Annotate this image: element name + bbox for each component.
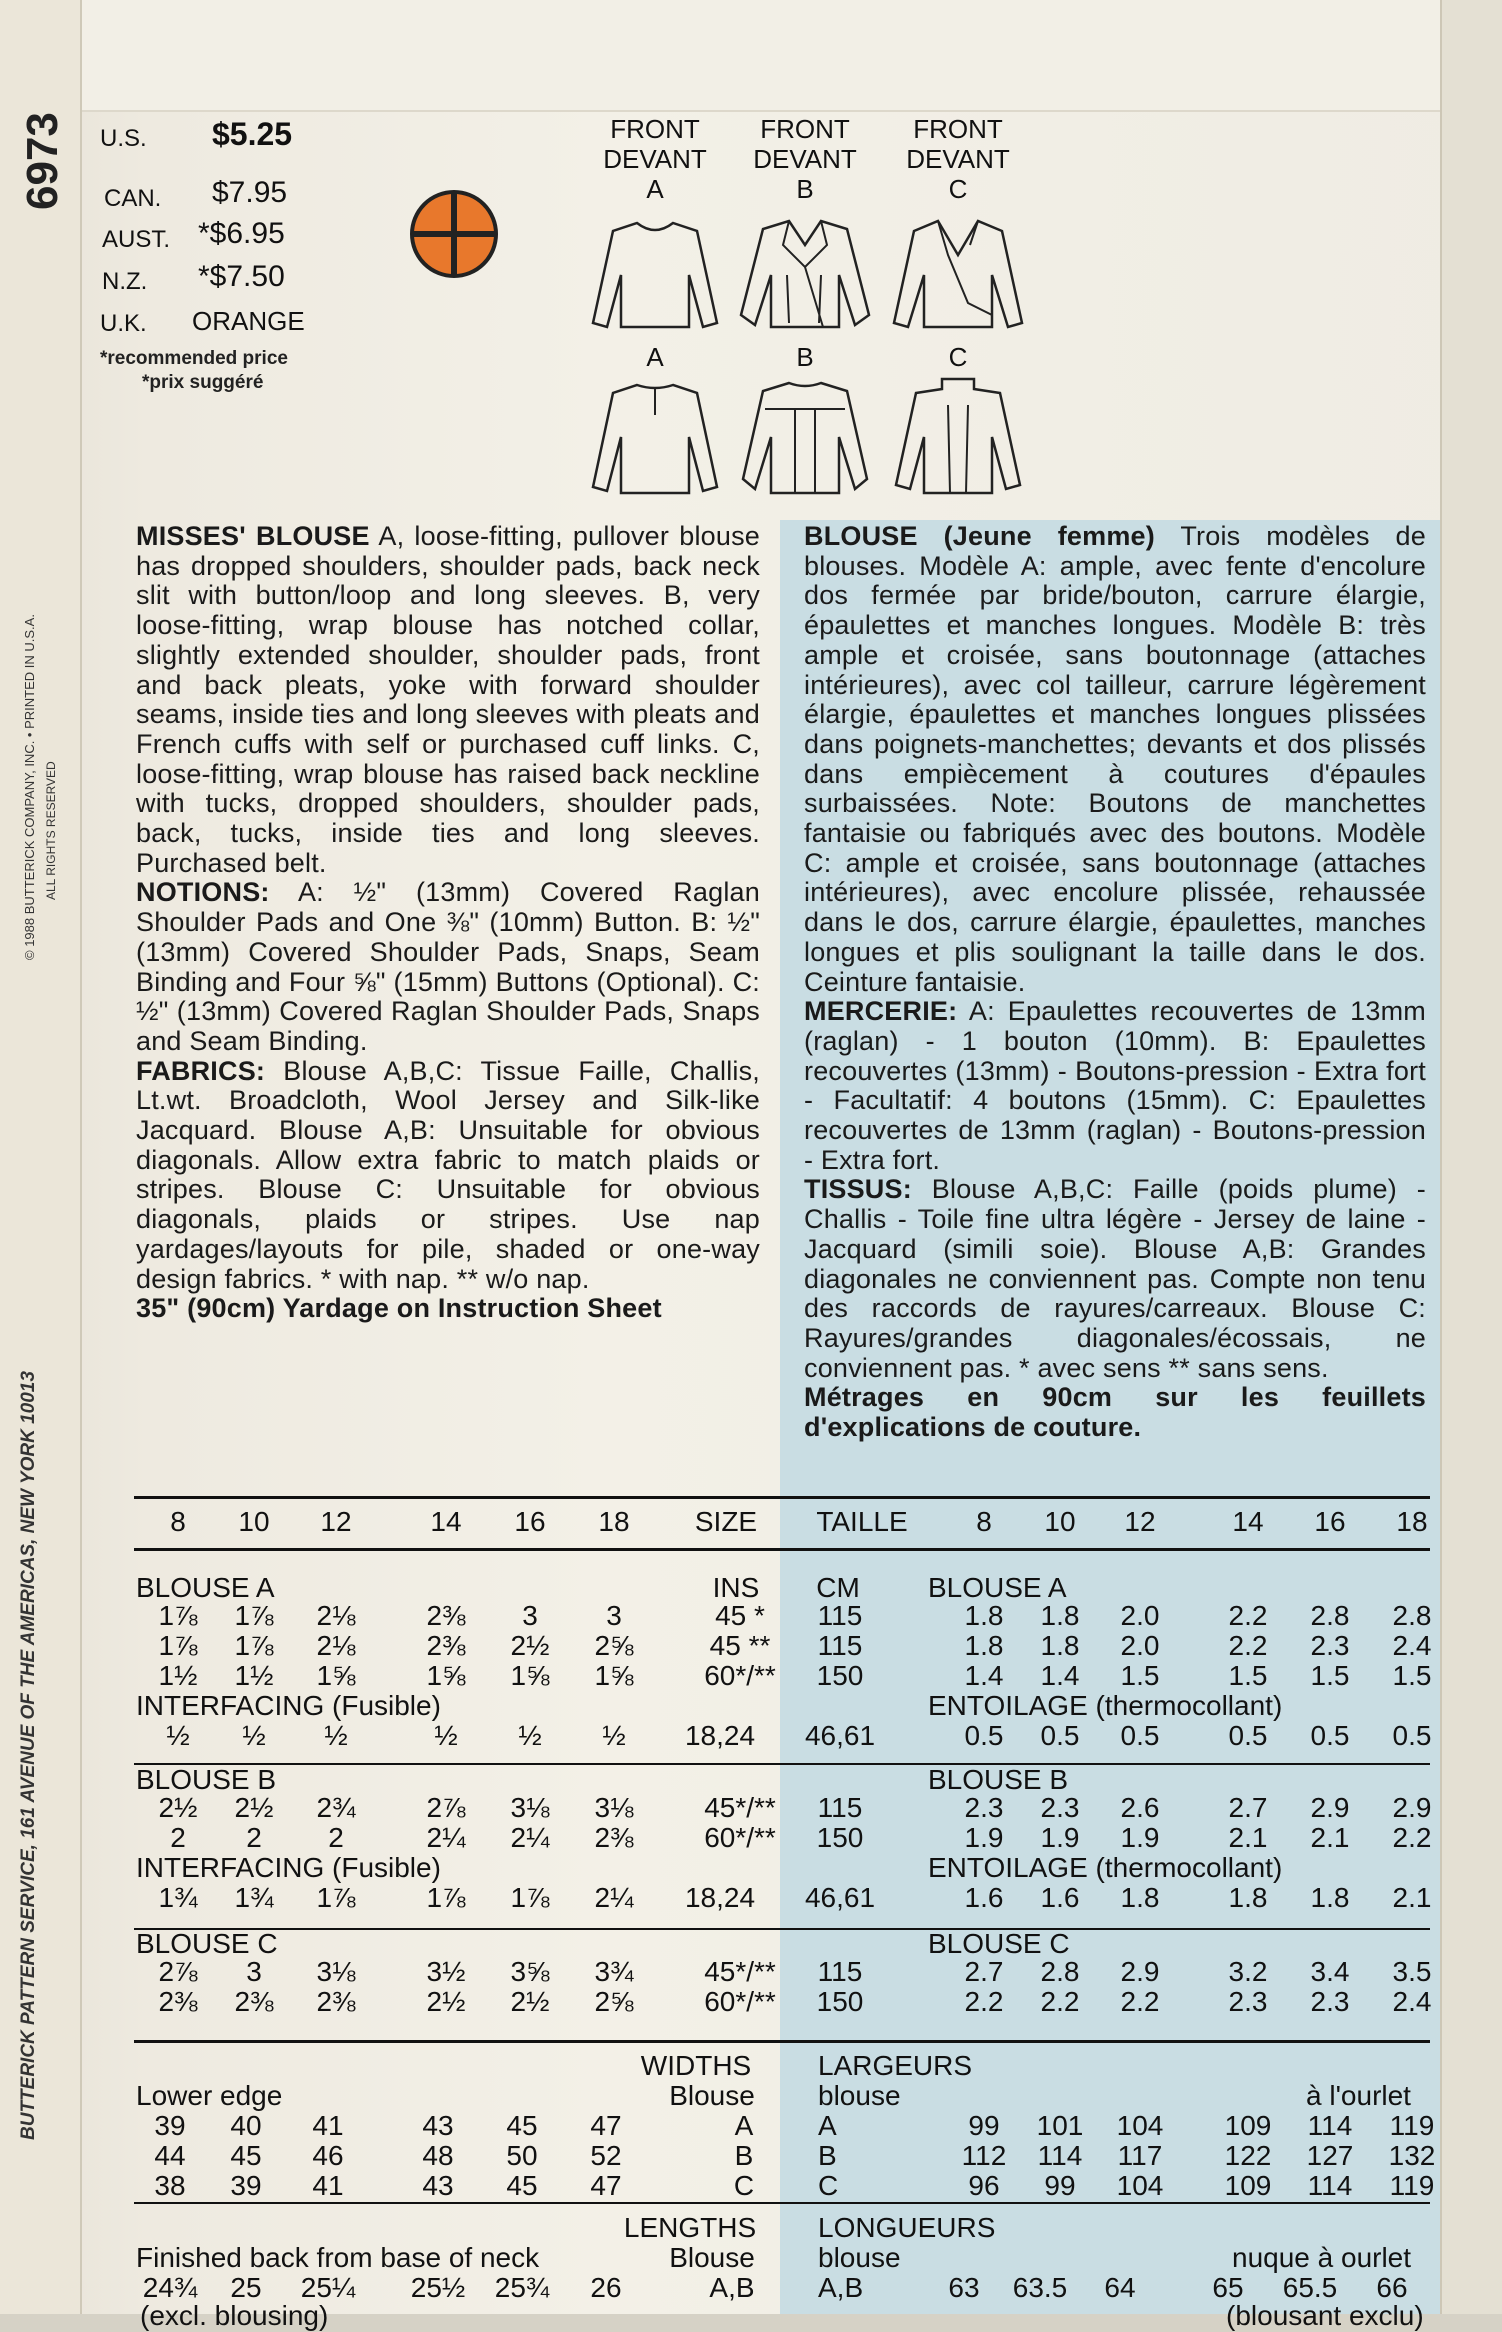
metrage-cell: 2.1 <box>1228 1822 1268 1853</box>
largeur-cell: 104 <box>1116 2110 1164 2141</box>
size-header-cell: 18 <box>598 1506 630 1537</box>
width-cell: 48 <box>422 2140 454 2171</box>
interfacing-cell: 1¾ <box>158 1882 198 1913</box>
yardage-cell: 2⅝ <box>594 1630 634 1661</box>
cm-width-cell: 150 <box>816 1986 864 2017</box>
yardage-cell: 3¾ <box>594 1956 634 1987</box>
taille-header-cell: 8 <box>976 1506 992 1537</box>
lower-edge-label: Lower edge <box>136 2080 283 2111</box>
metrage-cell: 2.3 <box>1310 1630 1350 1661</box>
front-view-b-sketch <box>735 215 875 335</box>
front-label: FRONT <box>610 114 700 144</box>
metrage-cell: 2.7 <box>964 1956 1004 1987</box>
width-cell: 43 <box>422 2110 454 2141</box>
largeurs-sub: blouse <box>818 2080 901 2111</box>
longueurs-sub: blouse <box>818 2242 901 2273</box>
largeur-cell: 122 <box>1224 2140 1272 2171</box>
devant-label: DEVANT <box>603 144 707 174</box>
view-header-a <box>590 114 720 204</box>
yardage-cell: 1⅞ <box>234 1600 274 1631</box>
metrage-cell: 2.7 <box>1228 1792 1268 1823</box>
section-label: BLOUSE A <box>928 1572 1067 1603</box>
width-cell: 47 <box>590 2170 622 2201</box>
finished-back-label: Finished back from base of neck <box>136 2242 540 2273</box>
width-cell: 47 <box>590 2110 622 2141</box>
metrage-cell: 2.9 <box>1392 1792 1432 1823</box>
largeur-cell: 101 <box>1036 2110 1084 2141</box>
yardage-note: 35" (90cm) Yardage on Instruction Sheet <box>136 1293 662 1324</box>
widths-label: WIDTHS <box>640 2050 752 2081</box>
price-country: AUST. <box>102 226 171 253</box>
view-cell: B <box>734 2140 754 2171</box>
notions-label: MERCERIE: <box>804 996 958 1027</box>
description-title: MISSES' BLOUSE <box>136 521 370 551</box>
view-cell: A,B <box>709 2272 755 2303</box>
view-cell: A <box>734 2110 754 2141</box>
section-label: BLOUSE B <box>136 1764 277 1795</box>
largeur-cell: 117 <box>1117 2140 1163 2171</box>
pattern-number: 6973 <box>18 112 67 210</box>
interfacing-cell: 1⅞ <box>510 1882 550 1913</box>
yardage-cell: 3⅛ <box>510 1792 550 1823</box>
yardage-cell: 3⅛ <box>316 1956 356 1987</box>
metrage-cell: 1.9 <box>1040 1822 1080 1853</box>
front-label: FRONT <box>760 114 850 144</box>
width-cell: 38 <box>154 2170 186 2201</box>
interfacing-cell: ½ <box>166 1720 190 1751</box>
view-cell: B <box>818 2140 837 2171</box>
metrage-cell: 2.3 <box>964 1792 1004 1823</box>
yardage-cell: 2 <box>170 1822 186 1853</box>
view-cell: A,B <box>818 2272 864 2303</box>
devant-label: DEVANT <box>906 144 1010 174</box>
metrage-cell: 1.8 <box>1040 1600 1080 1631</box>
price-country: N.Z. <box>102 268 148 295</box>
description-title: BLOUSE (Jeune femme) <box>804 521 1155 551</box>
yardage-cell: 2⅜ <box>158 1986 198 2017</box>
section-label: BLOUSE A <box>136 1572 275 1603</box>
largeur-cell: 109 <box>1224 2110 1272 2141</box>
yardage-cell: 2⅝ <box>594 1986 634 2017</box>
largeur-cell: 114 <box>1307 2170 1353 2201</box>
view-cell: C <box>818 2170 839 2201</box>
cm-width-cell: 115 <box>817 1792 863 1823</box>
largeur-cell: 132 <box>1388 2140 1436 2171</box>
entoilage-cell: 1.6 <box>1040 1882 1080 1913</box>
longueur-cell: 63 <box>948 2272 980 2303</box>
yardage-cell: 3⅛ <box>594 1792 634 1823</box>
longueur-cell: 64 <box>1104 2272 1136 2303</box>
length-cell: 25½ <box>410 2272 466 2303</box>
metrage-cell: 1.8 <box>964 1600 1004 1631</box>
yardage-cell: 1⅝ <box>594 1660 634 1691</box>
yardage-cell: 2¾ <box>316 1792 356 1823</box>
metrage-cell: 2.3 <box>1040 1792 1080 1823</box>
ins-width-cell: 45*/** <box>704 1956 776 1987</box>
width-cell: 39 <box>154 2110 186 2141</box>
metrage-cell: 2.2 <box>1040 1986 1080 2017</box>
fabrics-text: Blouse A,B,C: Faille (poids plume) - Challis - Toile fine ultra légère - Jersey de laine - Jacquard (simili soie). Blouse A,B: Grandes diagonales ne conviennent pas. Compte non tenu des raccords de rayures/carreaux. Blouse C: Rayures/grandes diagonales/écossais, ne conviennent pas. * avec sens ** sans sens. <box>804 1174 1427 1383</box>
entoilage-cell: 0.5 <box>1392 1720 1432 1751</box>
cm-width-cell: 46,61 <box>804 1882 876 1913</box>
metrage-cell: 2.8 <box>1040 1956 1080 1987</box>
metrage-cell: 3.5 <box>1392 1956 1432 1987</box>
size-header-cell: 12 <box>320 1506 352 1537</box>
metrage-cell: 1.4 <box>964 1660 1004 1691</box>
description-body: A, loose-fitting, pullover blouse has dropped shoulders, shoulder pads, back neck slit with button/loop and long sleeves. B, very loose-fitting, wrap blouse has notched collar, slightly extended shoulder, shoulder pads, front and back pleats, yoke with forward shoulder seams, inside ties and long sleeves with pleats and French cuffs with self or purchased cuff links. C, loose-fitting, wrap blouse has raised back neckline with tucks, dropped shoulders, shoulder pads, back, tucks, inside ties and long sleeves. Purchased belt. <box>136 521 760 878</box>
entoilage-cell: 2.1 <box>1392 1882 1432 1913</box>
taille-header-cell: 18 <box>1396 1506 1428 1537</box>
metrage-cell: 1.5 <box>1228 1660 1268 1691</box>
size-header-cell: 8 <box>170 1506 186 1537</box>
yardage-cell: 2½ <box>510 1986 550 2017</box>
yardage-cell: 2⅜ <box>234 1986 274 2017</box>
french-description <box>804 522 1426 1443</box>
taille-header-cell: 10 <box>1044 1506 1076 1537</box>
size-header-cell: 16 <box>514 1506 546 1537</box>
taille-header-cell: 16 <box>1314 1506 1346 1537</box>
cm-width-cell: 115 <box>817 1600 863 1631</box>
metrage-cell: 2.0 <box>1120 1600 1160 1631</box>
length-cell: 25¼ <box>300 2272 356 2303</box>
price-value: *$7.50 <box>198 260 285 293</box>
devant-label: DEVANT <box>753 144 857 174</box>
metrage-cell: 1.5 <box>1392 1660 1432 1691</box>
back-view-b-sketch <box>735 375 875 500</box>
yardage-cell: 1⅞ <box>158 1630 198 1661</box>
width-cell: 45 <box>506 2110 538 2141</box>
yardage-cell: 2⅜ <box>426 1600 466 1631</box>
largeur-cell: 119 <box>1389 2110 1435 2141</box>
metrage-cell: 2.2 <box>964 1986 1004 2017</box>
yardage-cell: 3 <box>246 1956 262 1987</box>
length-cell: 25 <box>230 2272 262 2303</box>
metrage-cell: 1.4 <box>1040 1660 1080 1691</box>
width-cell: 39 <box>230 2170 262 2201</box>
notions-label: NOTIONS: <box>136 877 270 908</box>
metrage-cell: 2.2 <box>1392 1822 1432 1853</box>
blousant-exclu-note: (blousant exclu) <box>1226 2300 1424 2331</box>
metrage-cell: 2.6 <box>1120 1792 1160 1823</box>
lengths-sub: Blouse <box>669 2242 755 2273</box>
size-header-cell: 10 <box>238 1506 270 1537</box>
price-country: CAN. <box>104 185 162 212</box>
longueur-cell: 66 <box>1376 2272 1408 2303</box>
entoilage-cell: 0.5 <box>1120 1720 1160 1751</box>
ins-width-cell: 60*/** <box>704 1660 776 1691</box>
width-cell: 44 <box>154 2140 186 2171</box>
cm-width-cell: 46,61 <box>804 1720 876 1751</box>
entoilage-cell: 1.8 <box>1228 1882 1268 1913</box>
width-cell: 40 <box>230 2110 262 2141</box>
cm-width-cell: 115 <box>817 1630 863 1661</box>
back-view-c-sketch <box>888 375 1028 500</box>
a-l-ourlet-label: à l'ourlet <box>1306 2080 1411 2111</box>
price-value: $7.95 <box>212 176 288 209</box>
metrage-cell: 2.8 <box>1392 1600 1432 1631</box>
metrage-cell: 2.2 <box>1120 1986 1160 2017</box>
metrage-cell: 1.8 <box>1040 1630 1080 1661</box>
back-view-letter-c: C <box>948 342 968 372</box>
table-rule-top <box>134 1496 1430 1499</box>
ins-width-cell: 60*/** <box>704 1986 776 2017</box>
metrage-cell: 1.9 <box>1120 1822 1160 1853</box>
table-rule-header <box>134 1548 1430 1551</box>
view-cell: C <box>733 2170 755 2201</box>
section-label: BLOUSE C <box>928 1928 1070 1959</box>
width-cell: 50 <box>506 2140 538 2171</box>
fabrics-text: Blouse A,B,C: Tissue Faille, Challis, Lt.wt. Broadcloth, Wool Jersey and Silk-like Jacquard. Blouse A,B: Unsuitable for obvious diagonals. Allow extra fabric to match plaids or stripes. Blouse C: Unsuitable for obvious diagonals, plaids or stripes. Use nap yardages/layouts for pile, shaded or one-way design fabrics. * with nap. ** w/o nap. <box>136 1055 760 1294</box>
cm-width-cell: 150 <box>816 1660 864 1691</box>
size-label: SIZE <box>694 1506 758 1537</box>
yardage-cell: 1⅞ <box>234 1630 274 1661</box>
metrage-cell: 1.5 <box>1310 1660 1350 1691</box>
width-cell: 45 <box>230 2140 262 2171</box>
width-cell: 41 <box>312 2110 344 2141</box>
metrage-cell: 2.9 <box>1310 1792 1350 1823</box>
prix-suggere-note: *prix suggéré <box>142 372 264 393</box>
price-value: *$6.95 <box>198 217 285 250</box>
table-rule-lengths <box>134 2202 1430 2204</box>
longueur-cell: 65.5 <box>1282 2272 1338 2303</box>
yardage-cell: 3 <box>522 1600 538 1631</box>
largeur-cell: 104 <box>1116 2170 1164 2201</box>
notions-text: A: ½" (13mm) Covered Raglan Shoulder Pads and One ⅜" (10mm) Button. B: ½" (13mm) Covered Shoulder Pads, Snaps, Seam Binding and Four ⅝" (15mm) Buttons (Optional). C: ½" (13mm) Covered Raglan Shoulder Pads, Snaps and Seam Binding. <box>136 877 760 1056</box>
largeur-cell: 96 <box>968 2170 1000 2201</box>
yardage-cell: 2½ <box>426 1986 466 2017</box>
lengths-label: LENGTHS <box>623 2212 757 2243</box>
rights-text: ALL RIGHTS RESERVED <box>44 761 58 900</box>
excl-blousing-note: (excl. blousing) <box>140 2300 329 2331</box>
nuque-label: nuque à ourlet <box>1232 2242 1412 2273</box>
interfacing-label: INTERFACING (Fusible) <box>136 1690 441 1721</box>
interfacing-cell: 1⅞ <box>426 1882 466 1913</box>
publisher-text: BUTTERICK PATTERN SERVICE, 161 AVENUE OF THE AMERICAS, NEW YORK 10013 <box>18 1371 39 2140</box>
interfacing-cell: 2¼ <box>594 1882 634 1913</box>
yardage-cell: 1⅝ <box>510 1660 550 1691</box>
largeur-cell: 114 <box>1037 2140 1083 2171</box>
taille-header-cell: 12 <box>1124 1506 1156 1537</box>
view-letter: C <box>948 174 968 204</box>
largeur-cell: 119 <box>1389 2170 1435 2201</box>
view-cell: A <box>818 2110 837 2141</box>
taille-label: TAILLE <box>816 1506 908 1537</box>
english-description <box>136 522 760 1324</box>
yardage-note: Métrages en 90cm sur les feuillets d'explications de couture. <box>804 1382 1426 1443</box>
view-letter: A <box>646 174 664 204</box>
metrage-cell: 1.5 <box>1120 1660 1160 1691</box>
largeur-cell: 99 <box>968 2110 1000 2141</box>
width-cell: 43 <box>422 2170 454 2201</box>
interfacing-cell: ½ <box>602 1720 626 1751</box>
metrage-cell: 2.3 <box>1310 1986 1350 2017</box>
yardage-cell: 1½ <box>158 1660 198 1691</box>
interfacing-cell: ½ <box>242 1720 266 1751</box>
ins-width-cell: 60*/** <box>704 1822 776 1853</box>
metrage-cell: 3.4 <box>1310 1956 1350 1987</box>
length-cell: 26 <box>590 2272 622 2303</box>
metrage-cell: 2.4 <box>1392 1986 1432 2017</box>
section-label: BLOUSE B <box>928 1764 1069 1795</box>
interfacing-label: INTERFACING (Fusible) <box>136 1852 441 1883</box>
largeur-cell: 109 <box>1224 2170 1272 2201</box>
front-label: FRONT <box>913 114 1003 144</box>
widths-sub: Blouse <box>669 2080 755 2111</box>
largeur-cell: 114 <box>1307 2110 1353 2141</box>
length-cell: 24¾ <box>142 2272 198 2303</box>
yardage-cell: 2 <box>328 1822 344 1853</box>
ins-width-cell: 18,24 <box>684 1720 756 1751</box>
back-view-letter-a: A <box>646 342 664 372</box>
yardage-cell: 2¼ <box>510 1822 550 1853</box>
price-country: U.S. <box>100 125 147 152</box>
interfacing-cell: ½ <box>434 1720 458 1751</box>
front-view-c-sketch <box>888 215 1028 335</box>
yardage-cell: 1⅝ <box>316 1660 356 1691</box>
ins-label: INS <box>712 1572 760 1603</box>
metrage-cell: 2.9 <box>1120 1956 1160 1987</box>
entoilage-label: ENTOILAGE (thermocollant) <box>928 1852 1283 1883</box>
entoilage-cell: 0.5 <box>1040 1720 1080 1751</box>
metrage-cell: 3.2 <box>1228 1956 1268 1987</box>
metrage-cell: 2.3 <box>1228 1986 1268 2017</box>
width-cell: 46 <box>312 2140 344 2171</box>
notions-text: A: Epaulettes recouvertes de 13mm (raglan) - 1 bouton (10mm). B: Epaulettes recouvertes (13mm) - Boutons-pression - Extra fort - Facultatif: 4 boutons (15mm). C: Epaulettes recouvertes de 13mm (raglan) - Boutons-pression - Extra fort. <box>804 996 1426 1175</box>
section-label: BLOUSE C <box>136 1928 278 1959</box>
length-cell: 25¾ <box>494 2272 550 2303</box>
interfacing-cell: 1⅞ <box>316 1882 356 1913</box>
yardage-cell: 2½ <box>510 1630 550 1661</box>
cm-width-cell: 115 <box>817 1956 863 1987</box>
longueur-cell: 65 <box>1212 2272 1244 2303</box>
longueur-cell: 63.5 <box>1012 2272 1068 2303</box>
size-header-cell: 14 <box>430 1506 462 1537</box>
yardage-cell: 2⅛ <box>316 1630 356 1661</box>
view-header-b <box>740 114 870 204</box>
orange-category-icon <box>408 188 500 280</box>
cm-width-cell: 150 <box>816 1822 864 1853</box>
interfacing-cell: 1¾ <box>234 1882 274 1913</box>
entoilage-cell: 1.8 <box>1310 1882 1350 1913</box>
yardage-cell: 2½ <box>234 1792 274 1823</box>
copyright-text: © 1988 BUTTERICK COMPANY, INC. • PRINTED IN U.S.A. <box>22 614 37 960</box>
envelope-flap <box>80 0 1500 112</box>
metrage-cell: 1.9 <box>964 1822 1004 1853</box>
taille-header-cell: 14 <box>1232 1506 1264 1537</box>
yardage-cell: 3½ <box>426 1956 466 1987</box>
entoilage-cell: 0.5 <box>964 1720 1004 1751</box>
yardage-cell: 3⅝ <box>510 1956 550 1987</box>
yardage-cell: 2⅞ <box>158 1956 198 1987</box>
width-cell: 41 <box>312 2170 344 2201</box>
entoilage-cell: 0.5 <box>1228 1720 1268 1751</box>
entoilage-cell: 0.5 <box>1310 1720 1350 1751</box>
cm-label: CM <box>816 1572 860 1603</box>
interfacing-cell: ½ <box>518 1720 542 1751</box>
interfacing-cell: ½ <box>324 1720 348 1751</box>
front-view-a-sketch <box>585 215 725 335</box>
largeur-cell: 127 <box>1306 2140 1354 2171</box>
yardage-cell: 2⅞ <box>426 1792 466 1823</box>
width-cell: 45 <box>506 2170 538 2201</box>
yardage-cell: 2⅜ <box>426 1630 466 1661</box>
yardage-cell: 2⅜ <box>594 1822 634 1853</box>
yardage-cell: 2⅜ <box>316 1986 356 2017</box>
table-rule-widths <box>134 2040 1430 2043</box>
fabrics-label: TISSUS: <box>804 1174 912 1205</box>
ins-width-cell: 45 * <box>715 1600 765 1631</box>
largeur-cell: 99 <box>1044 2170 1076 2201</box>
back-view-a-sketch <box>585 375 725 500</box>
yardage-cell: 1⅝ <box>426 1660 466 1691</box>
metrage-cell: 2.0 <box>1120 1630 1160 1661</box>
yardage-cell: 2⅛ <box>316 1600 356 1631</box>
yardage-cell: 2¼ <box>426 1822 466 1853</box>
entoilage-cell: 1.8 <box>1120 1882 1160 1913</box>
entoilage-label: ENTOILAGE (thermocollant) <box>928 1690 1283 1721</box>
yardage-cell: 2 <box>246 1822 262 1853</box>
metrage-cell: 2.2 <box>1228 1600 1268 1631</box>
ins-width-cell: 45*/** <box>704 1792 776 1823</box>
price-country: U.K. <box>100 310 147 337</box>
largeurs-label: LARGEURS <box>818 2050 973 2081</box>
yardage-cell: 1½ <box>234 1660 274 1691</box>
envelope-spine <box>0 0 82 2314</box>
largeur-cell: 112 <box>961 2140 1007 2171</box>
price-value: $5.25 <box>212 116 293 152</box>
yardage-cell: 2½ <box>158 1792 198 1823</box>
metrage-cell: 2.1 <box>1310 1822 1350 1853</box>
envelope-right-edge <box>1440 0 1502 2314</box>
fabrics-label: FABRICS: <box>136 1055 266 1086</box>
ins-width-cell: 18,24 <box>684 1882 756 1913</box>
back-view-letter-b: B <box>796 342 814 372</box>
yardage-cell: 3 <box>606 1600 622 1631</box>
ins-width-cell: 45 ** <box>709 1630 771 1661</box>
view-letter: B <box>796 174 814 204</box>
longueurs-label: LONGUEURS <box>818 2212 996 2243</box>
entoilage-cell: 1.6 <box>964 1882 1004 1913</box>
metrage-cell: 1.8 <box>964 1630 1004 1661</box>
metrage-cell: 2.2 <box>1228 1630 1268 1661</box>
metrage-cell: 2.8 <box>1310 1600 1350 1631</box>
width-cell: 52 <box>590 2140 622 2171</box>
description-body: Trois modèles de blouses. Modèle A: ample, avec fente d'encolure dos fermée par bride/bouton, carrure élargie, épaulettes et manches longues. Modèle B: très ample et croisée, sans boutonnage (attaches intérieures), avec col tailleur, carrure légèrement élargie, épaulettes et manches longues plissées dans poignets-manchettes; devants et dos plissés dans empiècement à coutures d'épaules surbaissées. Note: Boutons de manchettes fantaisie ou fabriqués avec des boutons. Modèle C: ample et croisée, sans boutonnage (attaches intérieures), avec encolure plissée, rehaussée dans le dos, carrure élargie, épaulettes, manches longues et plis soulignant la taille dans le dos. Ceinture fantaisie. <box>804 521 1426 997</box>
metrage-cell: 2.4 <box>1392 1630 1432 1661</box>
price-value: ORANGE <box>192 306 305 336</box>
view-header-c <box>893 114 1023 204</box>
recommended-price-note: *recommended price <box>100 348 288 369</box>
yardage-cell: 1⅞ <box>158 1600 198 1631</box>
